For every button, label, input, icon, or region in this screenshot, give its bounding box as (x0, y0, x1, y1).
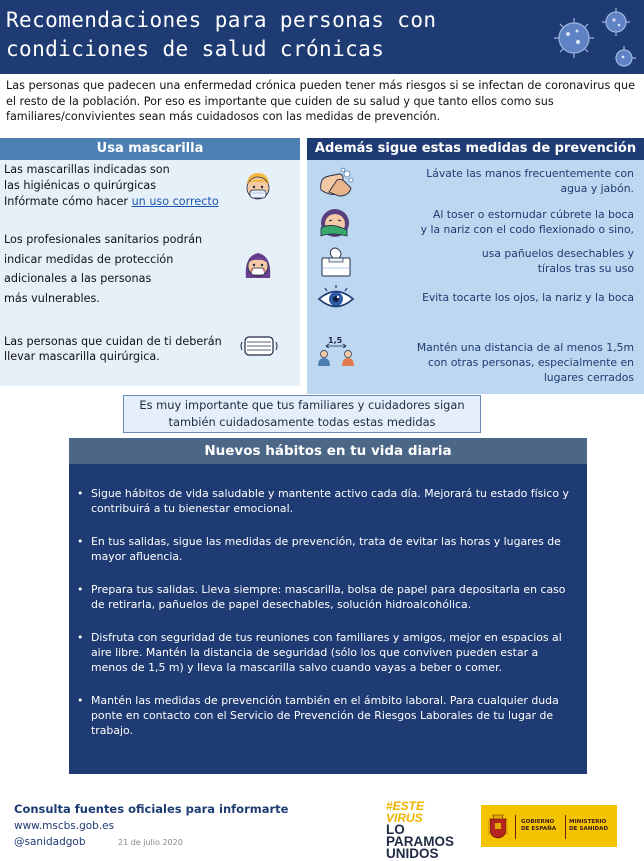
caregivers-mask-line-2: llevar mascarilla quirúrgica. (4, 350, 160, 363)
publication-date: 21 de julio 2020 (118, 838, 183, 847)
eyes-text: Evita tocarte los ojos, la nariz y la boca (422, 291, 634, 304)
mask-types-text (4, 162, 234, 210)
mask-usage-prefix: Infórmate cómo hacer (4, 195, 132, 208)
title-line-1: Recomendaciones para personas con (6, 8, 437, 32)
habits-list (69, 464, 587, 738)
mask-types-line-2: las higiénicas o quirúrgicas (4, 179, 157, 192)
list-item: • En tus salidas, sigue las medidas de prevención, trata de evitar las horas y lugares de mayor afluencia. (77, 534, 571, 564)
distance-icon-label: 1,5 (328, 336, 343, 345)
campaign-line-3: LO (386, 822, 405, 837)
page-title (6, 6, 546, 64)
list-item: • Prepara tus salidas. Lleva siempre: mascarilla, bolsa de papel para depositarla en caso de retirarla, pañuelos de papel desechables, solución hidroalcohólica. (77, 582, 571, 612)
logo-divider (515, 815, 516, 839)
caregivers-mask-text (4, 334, 244, 364)
health-professionals-line-3: adicionales a las personas (4, 272, 152, 285)
notice-line-2: también cuidadosamente todas estas medidas (168, 415, 436, 429)
ministry-label-line-2: DE SANIDAD (569, 825, 609, 832)
logo-divider (565, 815, 566, 839)
tissue-box-icon (317, 246, 355, 280)
government-label-line-1: GOBIERNO (521, 819, 555, 825)
ministry-label-line-1: MINISTERIO (569, 819, 607, 825)
campaign-line-1: #ESTE (386, 799, 425, 813)
tissue-line-2: tíralos tras su uso (537, 262, 634, 275)
distance-line-2: con otras personas, especialmente en (428, 356, 634, 369)
correct-use-link[interactable]: un uso correcto (131, 195, 219, 208)
list-item: • Sigue hábitos de vida saludable y mantente activo cada día. Mejorará tu estado físico y contribuirá a tu bienestar emocional. (77, 486, 571, 516)
list-item: • Mantén las medidas de prevención también en el ámbito laboral. Para cualquier duda ponte en contacto con el Servicio de Prevención de Riesgos Laborales de tu lugar de trabajo. (77, 693, 571, 738)
coronavirus-icon (544, 2, 640, 72)
handwashing-icon (317, 166, 355, 200)
mask-section (0, 138, 300, 386)
website-link[interactable]: www.mscbs.gob.es (14, 820, 115, 832)
notice-line-1: Es muy importante que tus familiares y cuidadores sigan (139, 398, 465, 412)
header-banner (0, 0, 644, 74)
surgical-mask-icon (240, 332, 278, 360)
cough-line-1: Al toser o estornudar cúbrete la boca (432, 208, 634, 221)
eye-icon (317, 282, 355, 316)
social-distance-icon (317, 334, 355, 368)
masked-boy-icon (240, 170, 276, 206)
prevention-section (307, 138, 644, 394)
mask-section-title: Usa mascarilla (0, 138, 300, 160)
health-professionals-line-1: Los profesionales sanitarios podrán (4, 233, 203, 246)
masked-woman-icon (240, 248, 276, 284)
footer-title: Consulta fuentes oficiales para informarte (14, 802, 289, 816)
distance-line-1: Mantén una distancia de al menos 1,5m (416, 341, 634, 354)
list-item: • Disfruta con seguridad de tus reuniones con familiares y amigos, mejor en espacios al aire libre. Mantén la distancia de seguridad (sólo los que conviven pueden estar a menos de 1,5 m) y lleva la mascarilla salvo cuando vayas a beber o comer. (77, 630, 571, 675)
twitter-handle[interactable]: @sanidadgob (14, 836, 86, 848)
new-habits-section (69, 438, 587, 774)
intro-text: Las personas que padecen una enfermedad crónica pueden tener más riesgos si se infectan de coronavirus que el resto de la población. Por eso es importante que cuiden de su salud y que tanto ellos como sus familiares/convivientes sean más cuidadosos con las medidas de prevención. (6, 79, 635, 123)
handwash-text (426, 166, 634, 196)
government-label (521, 819, 561, 832)
sneeze-elbow-icon (317, 206, 355, 240)
caregivers-mask-line-1: Las personas que cuidan de ti deberán (4, 335, 222, 348)
handwash-line-1: Lávate las manos frecuentemente con (426, 167, 634, 180)
health-professionals-line-4: más vulnerables. (4, 291, 100, 305)
mask-usage-line (4, 194, 234, 210)
government-logo (481, 805, 617, 847)
cough-line-2: y la nariz con el codo flexionado o sino, (420, 223, 634, 236)
cough-text (421, 207, 634, 237)
distance-text (417, 340, 634, 385)
campaign-line-5: UNIDOS (386, 846, 439, 861)
ministry-label (569, 819, 615, 832)
government-label-line-2: DE ESPAÑA (521, 825, 557, 832)
tissue-text (482, 246, 634, 276)
prevention-section-title: Además sigue estas medidas de prevención (307, 138, 644, 160)
health-professionals-line-2: indicar medidas de protección (4, 252, 174, 266)
title-line-2: condiciones de salud crónicas (6, 37, 385, 61)
new-habits-title: Nuevos hábitos en tu vida diaria (69, 438, 587, 464)
handwash-line-2: agua y jabón. (560, 182, 634, 195)
campaign-line-2: VIRUS (386, 811, 423, 825)
mask-types-line-1: Las mascarillas indicadas son (4, 163, 170, 176)
health-professionals-text (4, 230, 234, 308)
distance-line-3: lugares cerrados (543, 371, 634, 384)
caregivers-notice (123, 395, 481, 433)
campaign-logo (386, 800, 476, 860)
tissue-line-1: usa pañuelos desechables y (481, 247, 634, 260)
campaign-line-4: PARAMOS (386, 834, 455, 849)
coat-of-arms-icon (487, 813, 509, 839)
